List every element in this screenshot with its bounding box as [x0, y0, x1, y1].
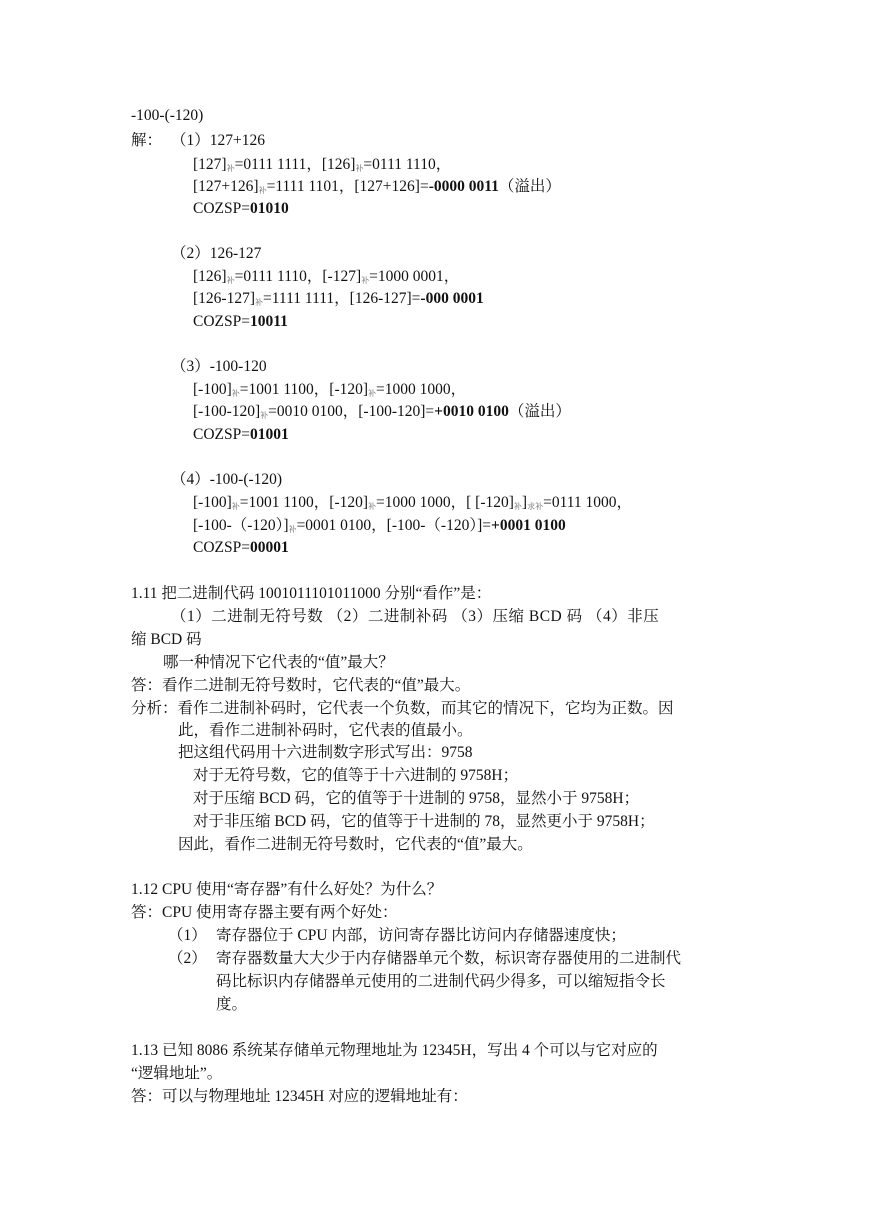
q111-title: 1.11 把二进制代码 1001011101011000 分别“看作”是： [131, 585, 492, 602]
q111-options-cont: 缩 BCD 码 [131, 631, 202, 648]
solution-label: 解： [131, 132, 163, 149]
part4-line3: COZSP=00001 [193, 539, 289, 556]
q112-item2-line3: 度。 [216, 996, 248, 1013]
q111-analysis-7: 因此，看作二进制无符号数时，它代表的“值”最大。 [178, 836, 533, 853]
part4-line1: $[-100]_补=1001$ 1100，$[-120]_补=1000$ 1000，[ $[-120]_补]_{求补}=0111$ 1000， [193, 494, 633, 511]
part1-heading: （1）127+126 [171, 132, 265, 149]
q112-title: 1.12 CPU 使用“寄存器”有什么好处？为什么？ [131, 881, 443, 898]
q113-title: 1.13 已知 8086 系统某存储单元物理地址为 12345H，写出 4 个可以与它对应的 [131, 1042, 658, 1059]
part3-line2: $[-100-120]_补=0010$ 0100，[-100-120]=+0010 0100（溢出） [193, 403, 571, 420]
q111-question: 哪一种情况下它代表的“值”最大？ [163, 654, 394, 671]
part3-line3: COZSP=01001 [193, 426, 289, 443]
part1-line3: COZSP=01010 [193, 200, 289, 217]
q113-title-cont: “逻辑地址”。 [131, 1065, 223, 1082]
q111-options: （1）二进制无符号数 （2）二进制补码 （3）压缩 BCD 码 （4）非压 [171, 608, 660, 625]
part2-line1: $[126]_补=0111$ 1110，$[-127]_补=1000$ 0001， [193, 268, 460, 285]
q111-analysis-2: 此，看作二进制补码时，它代表的值最小。 [178, 722, 473, 739]
q112-item1-number: （1） [168, 927, 207, 944]
top-line: -100-(-120) [131, 107, 204, 124]
q112-item2-number: （2） [168, 950, 207, 967]
part1-line2: $[127+126]_补=1111$ 1101，[127+126]=-0000 0011（溢出） [193, 178, 561, 195]
q113-answer: 答：可以与物理地址 12345H 对应的逻辑地址有： [131, 1088, 468, 1105]
q112-item1-text: 寄存器位于 CPU 内部，访问寄存器比访问内存储器速度快； [216, 927, 626, 944]
part2-heading: （2）126-127 [171, 245, 262, 262]
q111-analysis-5: 对于压缩 BCD 码，它的值等于十进制的 9758，显然小于 9758H； [193, 790, 640, 807]
q111-answer: 答：看作二进制无符号数时，它代表的“值”最大。 [131, 677, 471, 694]
q111-analysis-6: 对于非压缩 BCD 码，它的值等于十进制的 78，显然更小于 9758H； [193, 813, 655, 830]
part2-line3: COZSP=10011 [193, 313, 288, 330]
q111-analysis-1: 分析：看作二进制补码时，它代表一个负数，而其它的情况下，它均为正数。因 [131, 700, 674, 717]
q112-item2-line2: 码比标识内存储器单元使用的二进制代码少得多，可以缩短指令长 [216, 973, 666, 990]
part4-line2: $[-100-(-120)]_补=0001$ 0100，[-100-（-120）]=+0001 0100 [193, 517, 566, 534]
q111-analysis-4: 对于无符号数，它的值等于十六进制的 9758H； [193, 767, 519, 784]
part3-heading: （3）-100-120 [171, 358, 267, 375]
part1-line1: $[127]_补=0111$ 1111，$[126]_补=0111$ 1110， [193, 156, 452, 173]
q111-analysis-3: 把这组代码用十六进制数字形式写出：9758 [178, 744, 473, 761]
q112-item2-line1: 寄存器数量大大少于内存储器单元个数，标识寄存器使用的二进制代 [216, 950, 682, 967]
q112-answer: 答：CPU 使用寄存器主要有两个好处： [131, 904, 398, 921]
part4-heading: （4）-100-(-120) [171, 471, 283, 488]
part3-line1: $[-100]_补=1001$ 1100，$[-120]_补=1000$ 1000， [193, 381, 467, 398]
part2-line2: $[126-127]_补=1111$ 1111，[126-127]=-000 0001 [193, 290, 484, 307]
